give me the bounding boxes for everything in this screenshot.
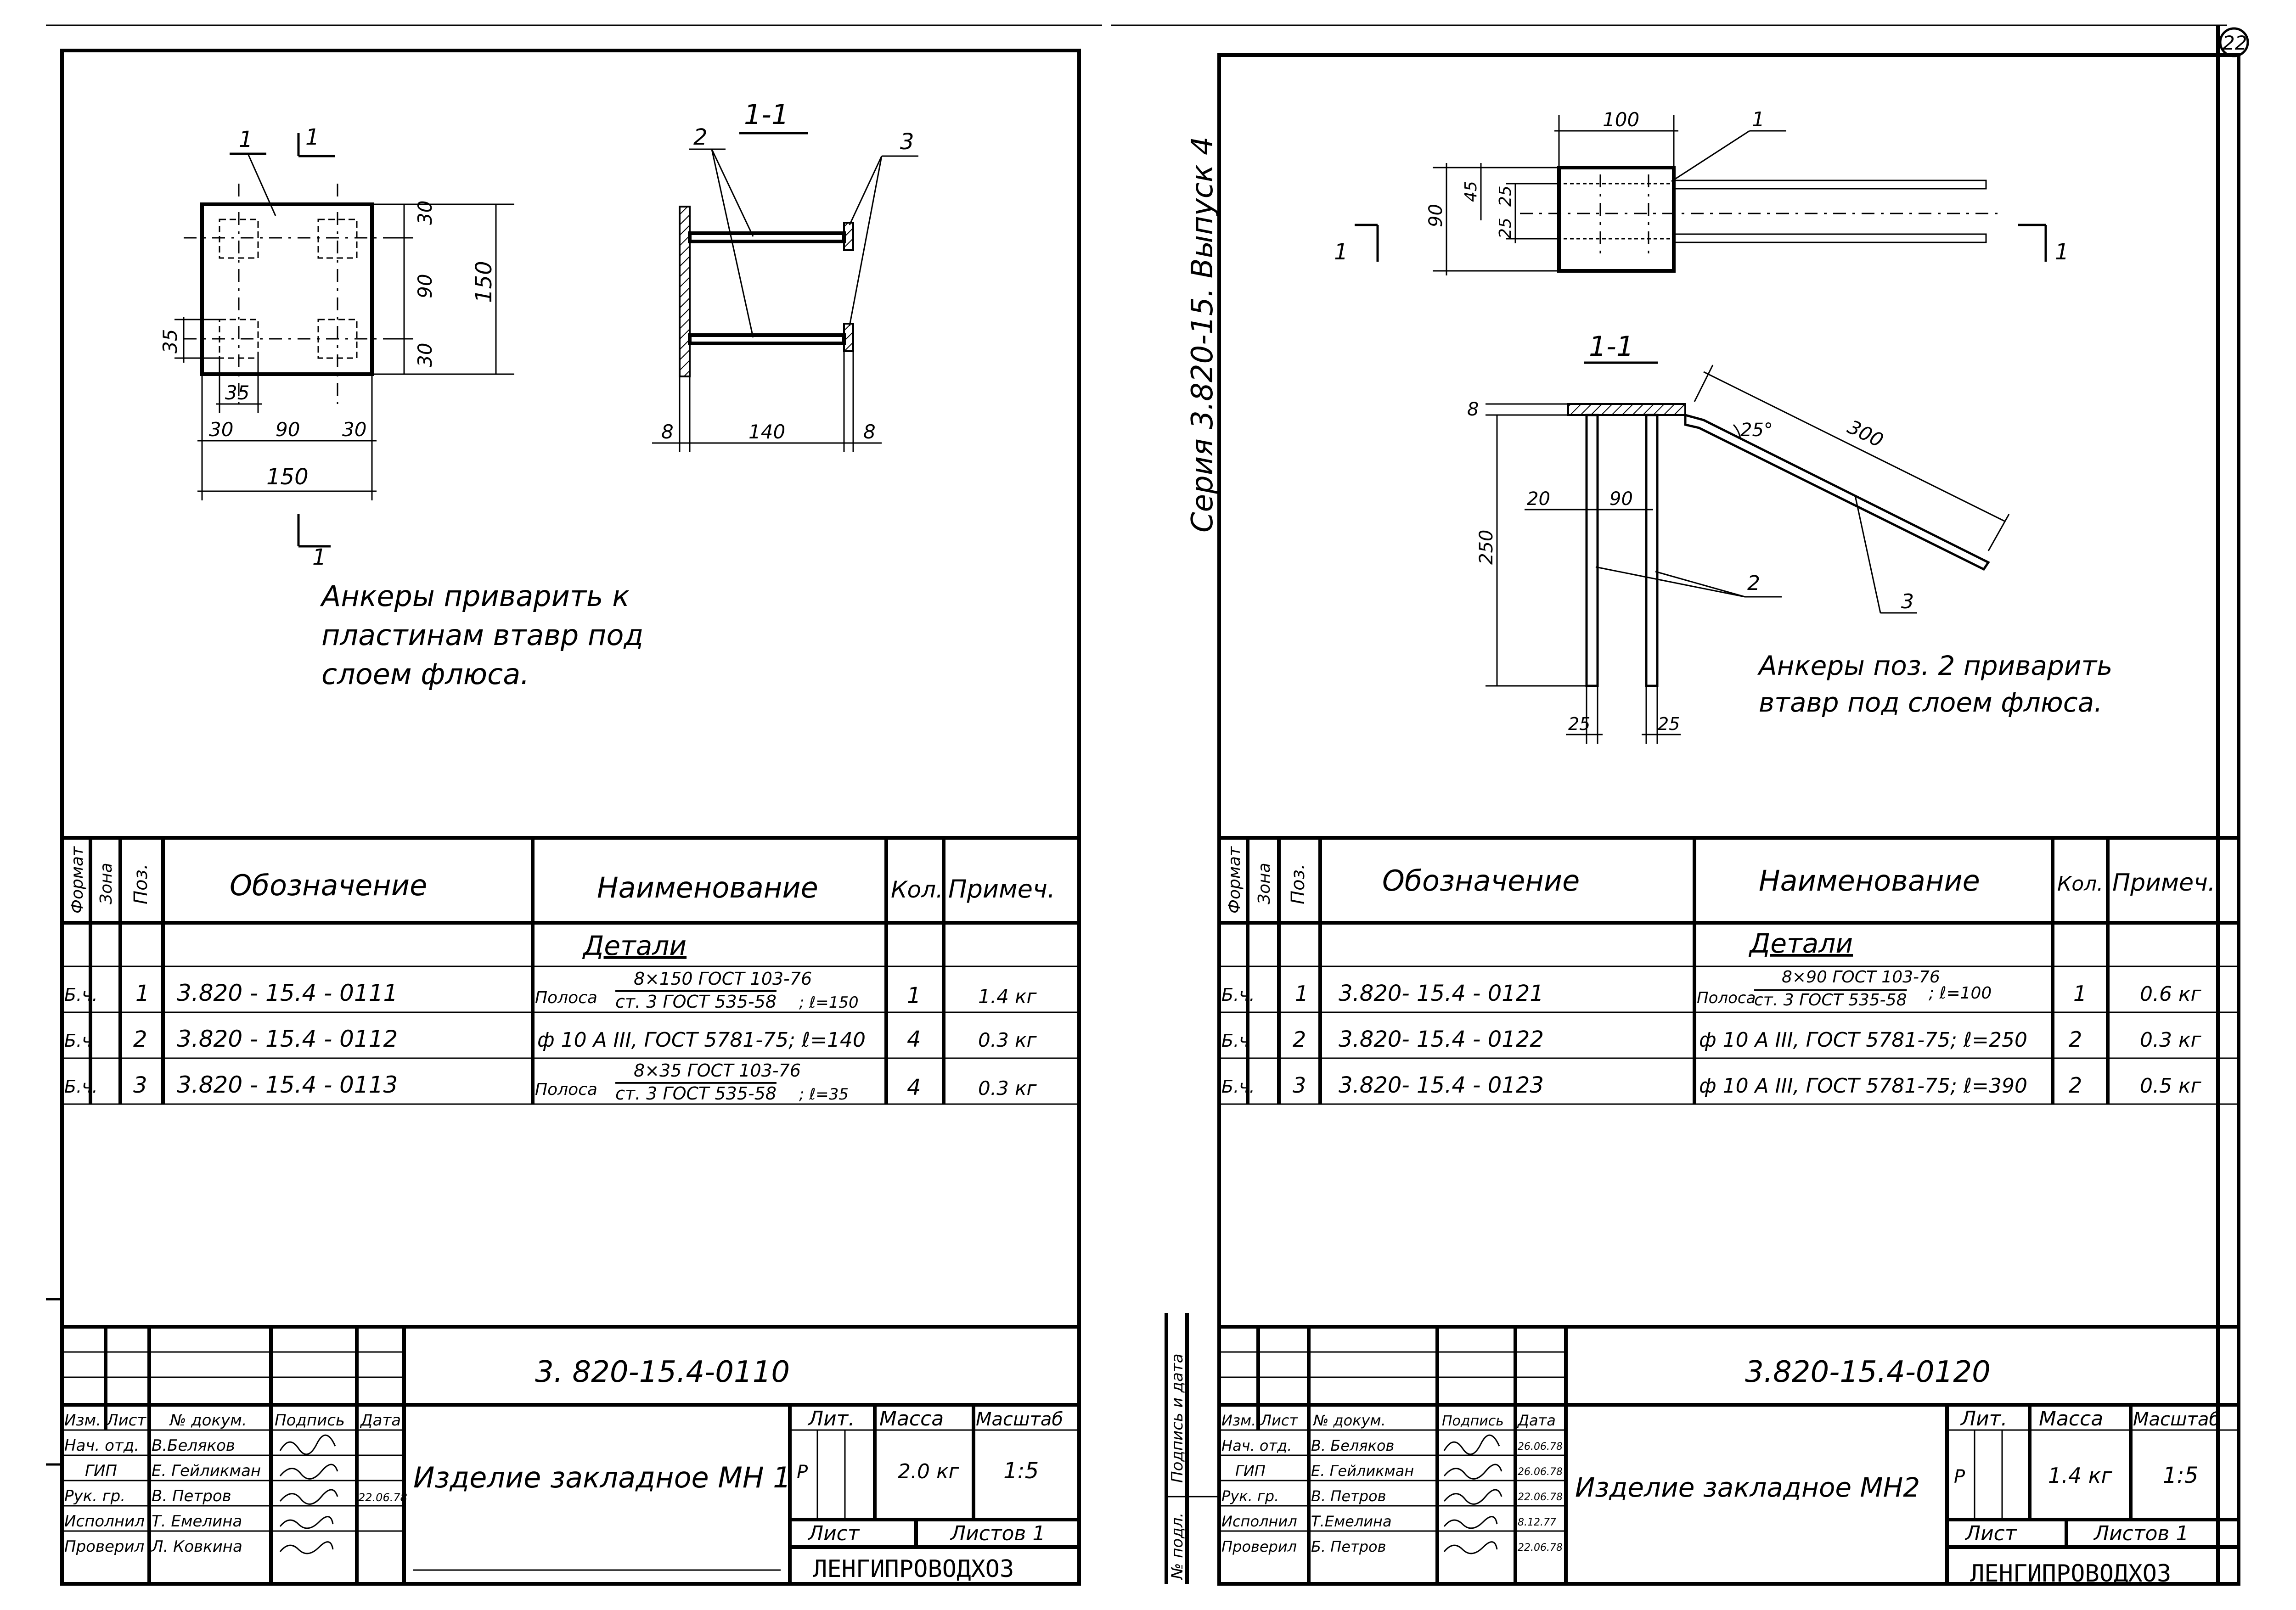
dim-height: 250 bbox=[1476, 529, 1497, 565]
row1-qty: 1 bbox=[907, 983, 921, 1009]
cut-left: 1 bbox=[1334, 239, 1348, 265]
mn2-row3-format: Б.ч. bbox=[1221, 1077, 1255, 1097]
dim-edge-x1: 30 bbox=[209, 418, 234, 441]
mn2-role-2: ГИП bbox=[1235, 1462, 1266, 1480]
mn2-row3-qty: 2 bbox=[2069, 1073, 2082, 1098]
hdr-qty-mn2: Кол. bbox=[2057, 872, 2104, 896]
item-name-mn2: Изделие закладное МН2 bbox=[1575, 1472, 1920, 1503]
mn2-role-1: Нач. отд. bbox=[1221, 1437, 1292, 1454]
item-name: Изделие закладное МН 1 bbox=[413, 1461, 791, 1494]
mn2-row1-note: 0.6 кг bbox=[2140, 982, 2201, 1006]
doc-code-mn2: 3.820-15.4-0120 bbox=[1745, 1355, 1991, 1389]
mn2-row2-designation: 3.820- 15.4 - 0122 bbox=[1339, 1027, 1544, 1052]
dim-right: 8 bbox=[863, 421, 876, 443]
org-name: ЛЕНГИПРОВОДХОЗ bbox=[813, 1555, 1014, 1583]
mn2-date-2: 26.06.78 bbox=[1518, 1466, 1563, 1478]
mn2-role-4: Исполнил bbox=[1221, 1513, 1297, 1530]
sheet-right bbox=[1111, 25, 2248, 1588]
mn2-role-3: Рук. гр. bbox=[1221, 1487, 1279, 1505]
hdr-lit: Лит. bbox=[808, 1407, 855, 1430]
row1-designation: 3.820 - 15.4 - 0111 bbox=[177, 980, 398, 1006]
title-block-mn1 bbox=[62, 1327, 1079, 1584]
hdr-note-mn2: Примеч. bbox=[2112, 869, 2216, 897]
hdr-name-mn2: Наименование bbox=[1759, 864, 1980, 898]
hdr-list-mn2: Лист bbox=[1261, 1412, 1298, 1429]
mn2-date-4: 8.12.77 bbox=[1518, 1517, 1556, 1528]
row3-format: Б.ч. bbox=[64, 1077, 98, 1097]
lit-value-mn2: Р bbox=[1954, 1466, 1965, 1487]
hdr-pos: Поз. bbox=[130, 864, 152, 904]
note-line-1: Анкеры приварить к bbox=[321, 579, 630, 613]
hdr-list: Лист bbox=[107, 1411, 146, 1430]
sheet-label-mn2: Лист bbox=[1965, 1522, 2017, 1545]
side-sign-date: Подпись и дата bbox=[1168, 1353, 1187, 1483]
scale-value: 1:5 bbox=[1003, 1458, 1039, 1484]
hdr-name: Наименование bbox=[597, 871, 818, 904]
sheet-frame bbox=[62, 50, 1079, 1584]
dim-overall-h: 150 bbox=[471, 261, 497, 303]
hdr-izm: Изм. bbox=[64, 1411, 101, 1430]
page-number: 22 bbox=[2223, 32, 2247, 54]
hdr-qty: Кол. bbox=[891, 876, 943, 903]
name-4: Т. Емелина bbox=[152, 1512, 242, 1531]
mn2-row2-pos: 2 bbox=[1293, 1027, 1306, 1052]
dim-25b: 25 bbox=[1496, 218, 1515, 239]
plan-view-mn1 bbox=[159, 124, 514, 570]
role-1: Нач. отд. bbox=[64, 1436, 140, 1455]
name-3: В. Петров bbox=[152, 1487, 231, 1505]
section-view-mn1 bbox=[652, 99, 918, 452]
dim-foot2: 25 bbox=[1658, 714, 1680, 734]
section-view-mn2 bbox=[1467, 331, 2009, 744]
signatures-mn2 bbox=[1444, 1435, 1502, 1554]
cut-right: 1 bbox=[2055, 239, 2069, 265]
mn2-name-5: Б. Петров bbox=[1311, 1538, 1386, 1555]
hdr-doc-mn2: № докум. bbox=[1313, 1412, 1386, 1429]
mn2-role-5: Проверил bbox=[1221, 1538, 1297, 1555]
row2-format: Б.ч bbox=[64, 1031, 92, 1051]
row1-format: Б.ч. bbox=[64, 985, 98, 1005]
callout-pos2: 2 bbox=[693, 124, 708, 150]
doc-code: 3. 820-15.4-0110 bbox=[535, 1355, 790, 1389]
section-details-mn2: Детали bbox=[1750, 928, 1853, 959]
hdr-zone-mn2: Зона bbox=[1255, 863, 1274, 904]
row2-name: ф 10 А III, ГОСТ 5781-75; ℓ=140 bbox=[537, 1028, 866, 1052]
dim-angle: 25° bbox=[1740, 420, 1773, 441]
hdr-sign: Подпись bbox=[275, 1411, 345, 1430]
dim-overall-w: 150 bbox=[266, 464, 309, 490]
dim-h: 90 bbox=[1425, 204, 1446, 227]
mn2-row3-designation: 3.820- 15.4 - 0123 bbox=[1339, 1072, 1544, 1098]
name-1: В.Беляков bbox=[152, 1436, 235, 1455]
mn2-row1-pos: 1 bbox=[1295, 981, 1309, 1006]
mn2-row1-format: Б.ч. bbox=[1221, 985, 1255, 1005]
hdr-mass-mn2: Масса bbox=[2039, 1407, 2104, 1430]
series-stamp: Серия 3.820-15. Выпуск 4 bbox=[1186, 136, 1220, 533]
dim-gap-y: 90 bbox=[414, 274, 436, 298]
hdr-doc: № докум. bbox=[170, 1411, 247, 1430]
mn2-date-5: 22.06.78 bbox=[1518, 1542, 1563, 1554]
dim-thick: 8 bbox=[1467, 399, 1479, 420]
note-mn2 bbox=[1757, 650, 2112, 718]
note-line-2: пластинам втавр под bbox=[321, 618, 644, 652]
org-name-mn2: ЛЕНГИПРОВОДХОЗ bbox=[1970, 1560, 2172, 1588]
dim-edge: 20 bbox=[1527, 488, 1550, 510]
callout-pos1-mn2: 1 bbox=[1752, 108, 1765, 131]
plan-view-mn2 bbox=[1334, 108, 2069, 275]
mn2-name-2: Е. Гейликман bbox=[1311, 1462, 1414, 1480]
name-2: Е. Гейликман bbox=[152, 1462, 261, 1480]
dim-edge-y1: 30 bbox=[414, 200, 436, 225]
hdr-scale-mn2: Масштаб bbox=[2133, 1409, 2221, 1430]
sheet-frame-right bbox=[1219, 55, 2239, 1584]
hdr-mass: Масса bbox=[879, 1407, 944, 1430]
title-block-mn2 bbox=[1219, 1327, 2239, 1588]
dim-w: 100 bbox=[1603, 108, 1640, 131]
mn2-row3-name: ф 10 А III, ГОСТ 5781-75; ℓ=390 bbox=[1699, 1074, 2027, 1098]
hdr-format: Формат bbox=[68, 846, 87, 914]
dim-small-w: 35 bbox=[225, 381, 250, 404]
row3-name-top: 8×35 ГОСТ 103-76 bbox=[634, 1060, 801, 1081]
callout-pos1: 1 bbox=[239, 127, 253, 152]
mn2-row1-name-prefix: Полоса bbox=[1697, 989, 1756, 1007]
row3-name-bottom: ст. 3 ГОСТ 535-58 bbox=[615, 1083, 777, 1104]
mn2-name-4: Т.Емелина bbox=[1311, 1513, 1392, 1530]
role-2: ГИП bbox=[85, 1462, 117, 1480]
hdr-izm-mn2: Изм. bbox=[1221, 1412, 1256, 1429]
section-title: 1-1 bbox=[744, 99, 789, 131]
row1-pos: 1 bbox=[135, 981, 150, 1006]
mn2-row1-designation: 3.820- 15.4 - 0121 bbox=[1339, 981, 1544, 1006]
mn2-row3-pos: 3 bbox=[1293, 1073, 1306, 1098]
dim-25a: 25 bbox=[1496, 185, 1515, 207]
mn2-row1-name-tail: ; ℓ=100 bbox=[1929, 984, 1992, 1003]
row2-designation: 3.820 - 15.4 - 0112 bbox=[177, 1026, 398, 1052]
dim-gap-x: 90 bbox=[276, 418, 300, 441]
dim-mid: 140 bbox=[748, 421, 786, 443]
hdr-format-mn2: Формат bbox=[1225, 846, 1244, 914]
row3-note: 0.3 кг bbox=[978, 1077, 1037, 1100]
dim-left: 8 bbox=[661, 421, 674, 443]
note-mn2-line-2: втавр под слоем флюса. bbox=[1759, 687, 2103, 718]
row1-name-top: 8×150 ГОСТ 103-76 bbox=[634, 969, 812, 989]
dim-foot1: 25 bbox=[1568, 714, 1591, 734]
dim-gap: 90 bbox=[1609, 488, 1633, 510]
scale-value-mn2: 1:5 bbox=[2163, 1463, 2199, 1488]
dim-edge-y2: 30 bbox=[414, 342, 436, 367]
name-5: Л. Ковкина bbox=[152, 1537, 242, 1556]
hdr-sign-mn2: Подпись bbox=[1442, 1413, 1504, 1429]
hdr-date-mn2: Дата bbox=[1518, 1412, 1556, 1429]
lit-value: Р bbox=[797, 1462, 808, 1483]
sheets-label: Листов 1 bbox=[951, 1522, 1046, 1545]
mass-value: 2.0 кг bbox=[898, 1460, 959, 1483]
row1-note: 1.4 кг bbox=[978, 985, 1037, 1008]
row2-pos: 2 bbox=[133, 1027, 147, 1052]
role-5: Проверил bbox=[64, 1537, 145, 1556]
row2-note: 0.3 кг bbox=[978, 1029, 1037, 1051]
sheets-label-mn2: Листов 1 bbox=[2094, 1522, 2189, 1545]
row3-pos: 3 bbox=[133, 1072, 147, 1098]
side-strip bbox=[1166, 1313, 1219, 1584]
mn2-row2-format: Б.ч bbox=[1221, 1031, 1249, 1051]
note-mn1 bbox=[320, 579, 643, 691]
row3-name-tail: ; ℓ=35 bbox=[799, 1085, 849, 1104]
row2-qty: 4 bbox=[907, 1027, 921, 1052]
mn2-row1-name-top: 8×90 ГОСТ 103-76 bbox=[1782, 968, 1940, 987]
dim-length: 300 bbox=[1844, 415, 1887, 452]
row1-name-prefix: Полоса bbox=[535, 988, 597, 1007]
hdr-note: Примеч. bbox=[948, 875, 1056, 903]
note-mn2-line-1: Анкеры поз. 2 приварить bbox=[1759, 650, 2113, 681]
side-inv-no: № подл. bbox=[1168, 1512, 1187, 1579]
mn2-row2-name: ф 10 А III, ГОСТ 5781-75; ℓ=250 bbox=[1699, 1028, 2027, 1052]
cut-mark-top: 1 bbox=[305, 124, 320, 150]
mn2-date-3: 22.06.78 bbox=[1518, 1492, 1563, 1503]
mn2-name-3: В. Петров bbox=[1311, 1487, 1386, 1505]
row3-name-prefix: Полоса bbox=[535, 1080, 597, 1099]
hdr-zone: Зона bbox=[97, 863, 116, 904]
mn2-name-1: В. Беляков bbox=[1311, 1437, 1395, 1454]
row1-name-tail: ; ℓ=150 bbox=[799, 993, 859, 1012]
hdr-designation-mn2: Обозначение bbox=[1382, 864, 1580, 898]
callout-pos2-mn2: 2 bbox=[1747, 572, 1760, 595]
hdr-date: Дата bbox=[360, 1411, 401, 1430]
callout-pos3: 3 bbox=[900, 129, 914, 155]
hdr-scale: Масштаб bbox=[976, 1409, 1064, 1430]
mn2-row1-qty: 1 bbox=[2073, 981, 2087, 1006]
date-3: 22.06.78 bbox=[358, 1491, 407, 1504]
note-line-3: слоем флюса. bbox=[321, 657, 529, 691]
hdr-lit-mn2: Лит. bbox=[1961, 1407, 2008, 1430]
mn2-row2-note: 0.3 кг bbox=[2140, 1028, 2201, 1052]
sheet-label: Лист bbox=[808, 1522, 860, 1545]
callout-pos3-mn2: 3 bbox=[1901, 590, 1914, 613]
mn2-date-1: 26.06.78 bbox=[1518, 1441, 1563, 1453]
dim-45: 45 bbox=[1462, 181, 1480, 202]
dim-edge-x2: 30 bbox=[342, 418, 367, 441]
mn2-row2-qty: 2 bbox=[2069, 1027, 2082, 1052]
mass-value-mn2: 1.4 кг bbox=[2048, 1463, 2112, 1488]
sheet-left bbox=[46, 25, 1102, 1584]
row3-designation: 3.820 - 15.4 - 0113 bbox=[177, 1071, 398, 1098]
mn2-row3-note: 0.5 кг bbox=[2140, 1074, 2201, 1098]
section-details: Детали bbox=[583, 930, 687, 961]
role-4: Исполнил bbox=[64, 1512, 145, 1531]
spec-table-mn1 bbox=[62, 838, 1079, 1104]
signatures bbox=[280, 1435, 338, 1554]
role-3: Рук. гр. bbox=[64, 1487, 126, 1505]
section-title-mn2: 1-1 bbox=[1589, 331, 1634, 363]
row3-qty: 4 bbox=[907, 1075, 921, 1100]
spec-table-mn2 bbox=[1219, 838, 2239, 1104]
cut-mark-bottom: 1 bbox=[312, 544, 326, 570]
hdr-pos-mn2: Поз. bbox=[1288, 864, 1309, 904]
row1-name-bottom: ст. 3 ГОСТ 535-58 bbox=[615, 992, 777, 1012]
mn2-row1-name-bottom: ст. 3 ГОСТ 535-58 bbox=[1754, 991, 1907, 1010]
hdr-designation: Обозначение bbox=[230, 869, 428, 902]
dim-small-h: 35 bbox=[159, 329, 181, 353]
